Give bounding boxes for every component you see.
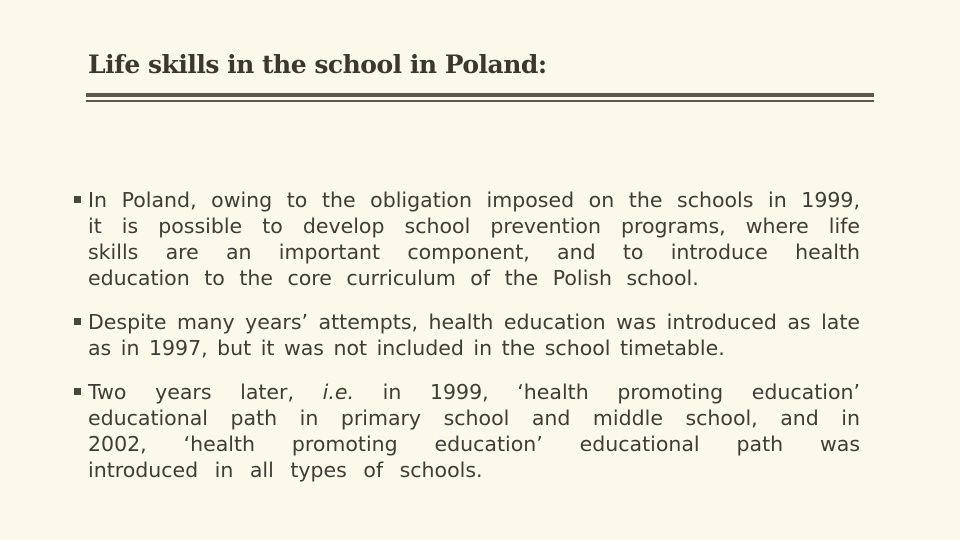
bullet-text: Despite many years’ attempts, health education was introduced as late as in 1997, but it was not included in the school timetable. [88, 310, 860, 360]
bullet-item [74, 187, 860, 291]
bullet-text: In Poland, owing to the obligation imposed on the schools in 1999, it is possible to develop school prevention programs, where life skills are an important component, and to introduce health education to the core curriculum of the Polish school. [88, 188, 860, 290]
bullet-item [74, 309, 860, 361]
bullet-text-emphasis: i.e. [322, 380, 354, 404]
square-bullet-icon [74, 196, 81, 203]
square-bullet-icon [74, 388, 81, 395]
bullet-item [74, 379, 860, 483]
bullet-text-start: Two years later, [88, 380, 323, 404]
bullet-text-end: in 1999, ‘health promoting education’ educational path in primary school and middle school, and in 2002, ‘health promoting education’ educational path was introduced in all types of schools. [88, 380, 860, 482]
square-bullet-icon [74, 318, 81, 325]
bullet-list [74, 187, 860, 501]
bullet-text [88, 379, 860, 483]
slide-title: Life skills in the school in Poland: [88, 50, 547, 79]
title-underline-thick [86, 93, 874, 97]
title-underline-thin [86, 100, 874, 102]
